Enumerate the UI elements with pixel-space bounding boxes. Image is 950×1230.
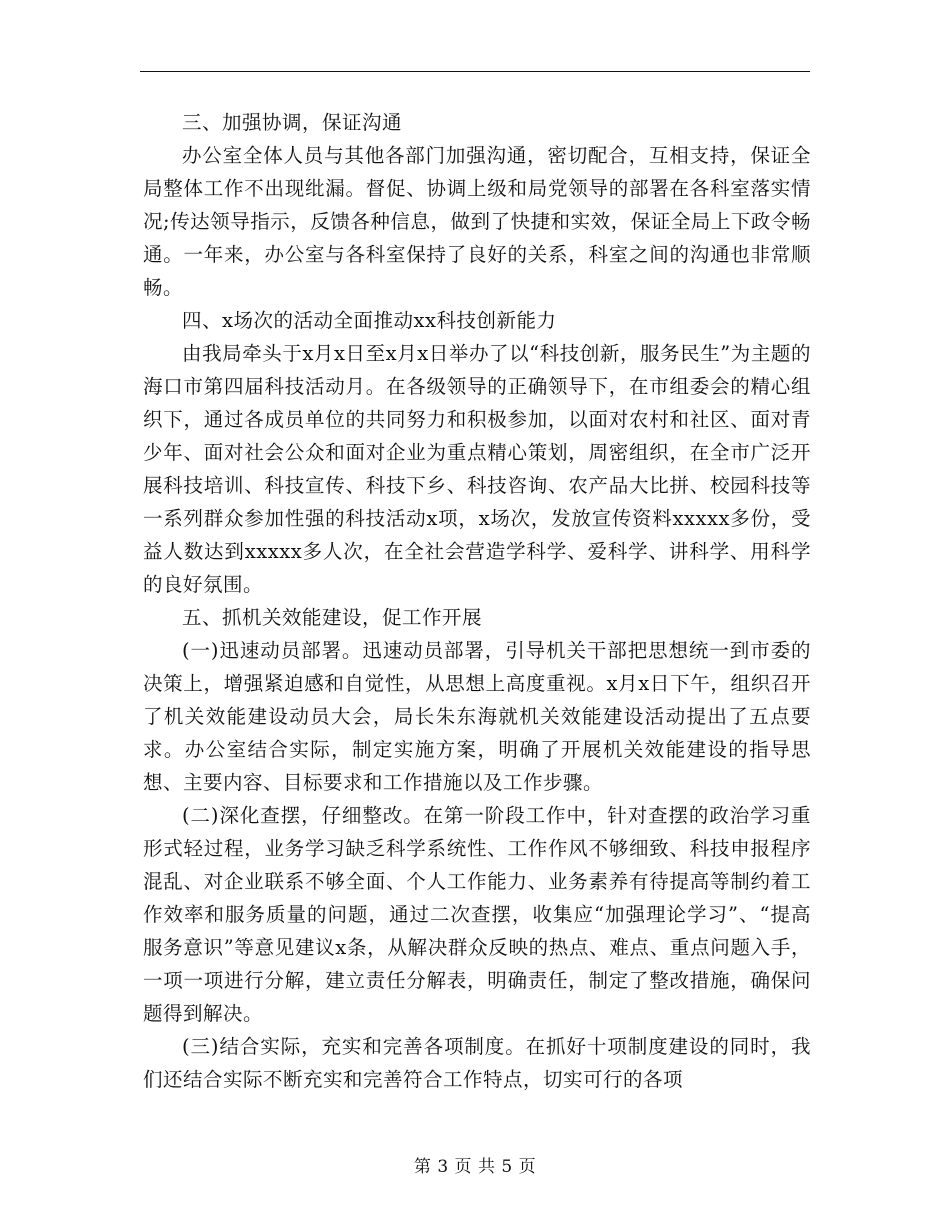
section-heading-3: 三、加强协调，保证沟通: [182, 111, 403, 134]
document-body: [143, 106, 811, 1096]
page-footer: 第 3 页 共 5 页: [413, 1157, 537, 1177]
body-paragraph: 由我局牵头于x月x日至x月x日举办了以“科技创新，服务民生”为主题的海口市第四届科技活动月。在各级领导的正确领导下，在市组委会的精心组织下，通过各成员单位的共同努力和积极参加，以面对农村和社区、面对青少年、面对社会公众和面对企业为重点精心策划，周密组织，在全市广泛开展科技培训、科技宣传、科技下乡、科技咨询、农产品大比拼、校园科技等一系列群众参加性强的科技活动x项，x场次，发放宣传资料xxxxx多份，受益人数达到xxxxx多人次，在全社会营造学科学、爱科学、讲科学、用科学的良好氛围。: [143, 342, 811, 596]
body-paragraph: (二)深化查摆，仔细整改。在第一阶段工作中，针对查摆的政治学习重形式轻过程，业务学习缺乏科学系统性、工作作风不够细致、科技申报程序混乱、对企业联系不够全面、个人工作能力、业务素养有待提高等制约着工作效率和服务质量的问题，通过二次查摆，收集应“加强理论学习”、“提高服务意识”等意见建议x条，从解决群众反映的热点、难点、重点问题入手，一项一项进行分解，建立责任分解表，明确责任，制定了整改措施，确保问题得到解决。: [143, 804, 811, 1025]
header-rule: [140, 71, 810, 72]
section-heading-5: 五、抓机关效能建设，促工作开展: [182, 606, 483, 629]
section-heading-4: 四、x场次的活动全面推动xx科技创新能力: [182, 309, 557, 332]
body-paragraph: (三)结合实际，充实和完善各项制度。在抓好十项制度建设的同时，我们还结合实际不断充实和完善符合工作特点，切实可行的各项: [143, 1035, 811, 1091]
body-paragraph: 办公室全体人员与其他各部门加强沟通，密切配合，互相支持，保证全局整体工作不出现纰漏。督促、协调上级和局党领导的部署在各科室落实情况;传达领导指示，反馈各种信息，做到了快捷和实效，保证全局上下政令畅通。一年来，办公室与各科室保持了良好的关系，科室之间的沟通也非常顺畅。: [143, 144, 811, 299]
body-paragraph: (一)迅速动员部署。迅速动员部署，引导机关干部把思想统一到市委的决策上，增强紧迫感和自觉性，从思想上高度重视。x月x日下午，组织召开了机关效能建设动员大会，局长朱东海就机关效能建设活动提出了五点要求。办公室结合实际，制定实施方案，明确了开展机关效能建设的指导思想、主要内容、目标要求和工作措施以及工作步骤。: [143, 639, 811, 794]
